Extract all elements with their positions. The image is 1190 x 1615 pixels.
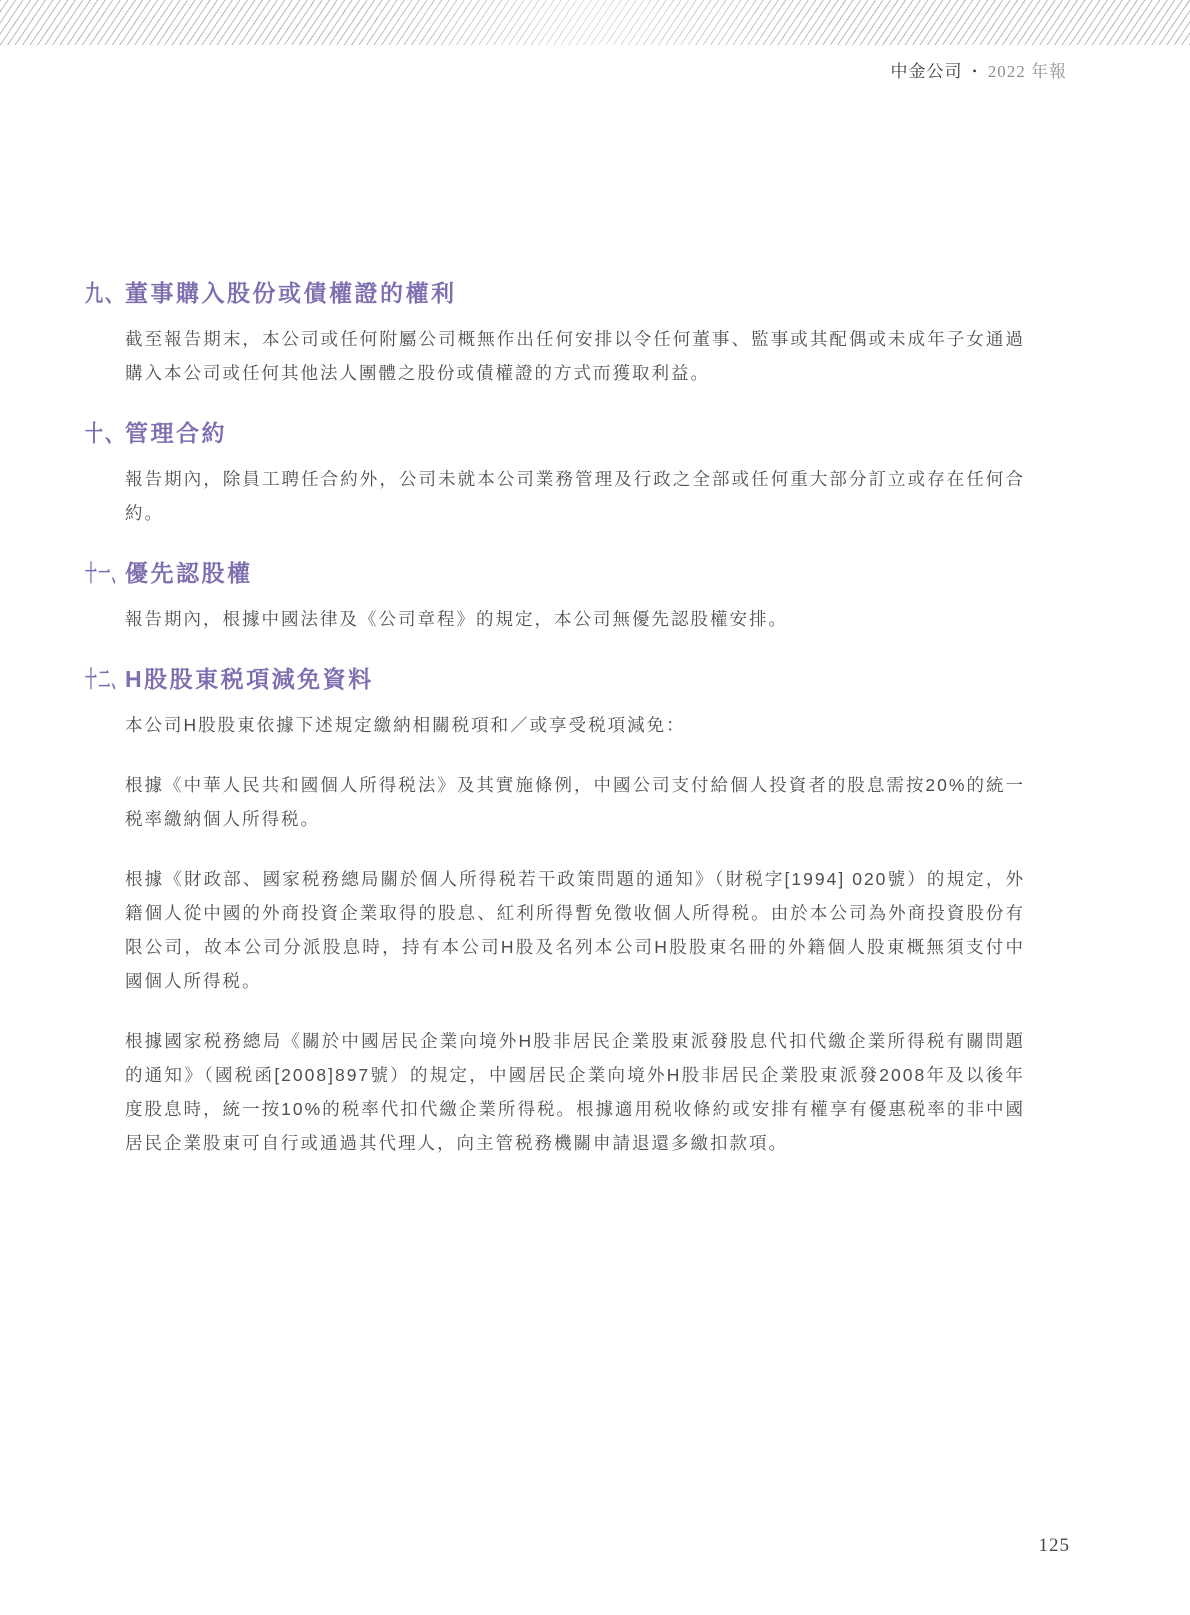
section-preemptive-rights <box>85 556 1025 636</box>
section-number: 十二、 <box>85 666 125 692</box>
section-management-contracts <box>85 416 1025 530</box>
paragraph: 根據《中華人民共和國個人所得税法》及其實施條例，中國公司支付給個人投資者的股息需按20%的統一税率繳納個人所得税。 <box>125 775 1025 829</box>
section-heading <box>85 662 1025 696</box>
section-number: 九、 <box>85 280 125 306</box>
section-h-share-tax-relief <box>85 662 1025 1160</box>
company-name: 中金公司 <box>890 62 963 81</box>
section-heading <box>85 276 1025 310</box>
section-title: 管理合約 <box>125 420 227 446</box>
section-number: 十一、 <box>85 560 125 586</box>
bullet-separator-icon: • <box>972 64 978 78</box>
section-number: 十、 <box>85 420 125 446</box>
page-number: 125 <box>1038 1535 1070 1556</box>
section-directors-rights <box>85 276 1025 390</box>
section-heading <box>85 556 1025 590</box>
paragraph: 報告期內，根據中國法律及《公司章程》的規定，本公司無優先認股權安排。 <box>125 609 788 629</box>
report-edition: 2022 年報 <box>987 62 1067 81</box>
paragraph: 根據《財政部、國家税務總局關於個人所得税若干政策問題的通知》（財税字[1994] 020號）的規定，外籍個人從中國的外商投資企業取得的股息、紅利所得暫免徵收個人所得税。由於本公司為外商投資股份有限公司，故本公司分派股息時，持有本公司H股及名列本公司H股股東名冊的外籍個人股東概無須支付中國個人所得税。 <box>125 869 1025 991</box>
paragraph: 報告期內，除員工聘任合約外，公司未就本公司業務管理及行政之全部或任何重大部分訂立或存在任何合約。 <box>125 469 1025 523</box>
paragraph: 本公司H股股東依據下述規定繳納相關税項和／或享受税項減免： <box>125 715 686 735</box>
section-title: H股股東税項減免資料 <box>125 666 374 692</box>
page-content <box>85 258 1025 1186</box>
hatch-pattern-band <box>0 0 1190 45</box>
section-heading <box>85 416 1025 450</box>
page-header <box>891 58 1067 85</box>
paragraph: 根據國家税務總局《關於中國居民企業向境外H股非居民企業股東派發股息代扣代繳企業所得税有關問題的通知》（國税函[2008]897號）的規定，中國居民企業向境外H股非居民企業股東派發2008年及以後年度股息時，統一按10%的税率代扣代繳企業所得税。根據適用税收條約或安排有權享有優惠税率的非中國居民企業股東可自行或通過其代理人，向主管税務機關申請退還多繳扣款項。 <box>125 1031 1025 1153</box>
paragraph: 截至報告期末，本公司或任何附屬公司概無作出任何安排以令任何董事、監事或其配偶或未成年子女通過購入本公司或任何其他法人團體之股份或債權證的方式而獲取利益。 <box>125 329 1025 383</box>
section-title: 優先認股權 <box>125 560 253 586</box>
section-title: 董事購入股份或債權證的權利 <box>125 280 457 306</box>
